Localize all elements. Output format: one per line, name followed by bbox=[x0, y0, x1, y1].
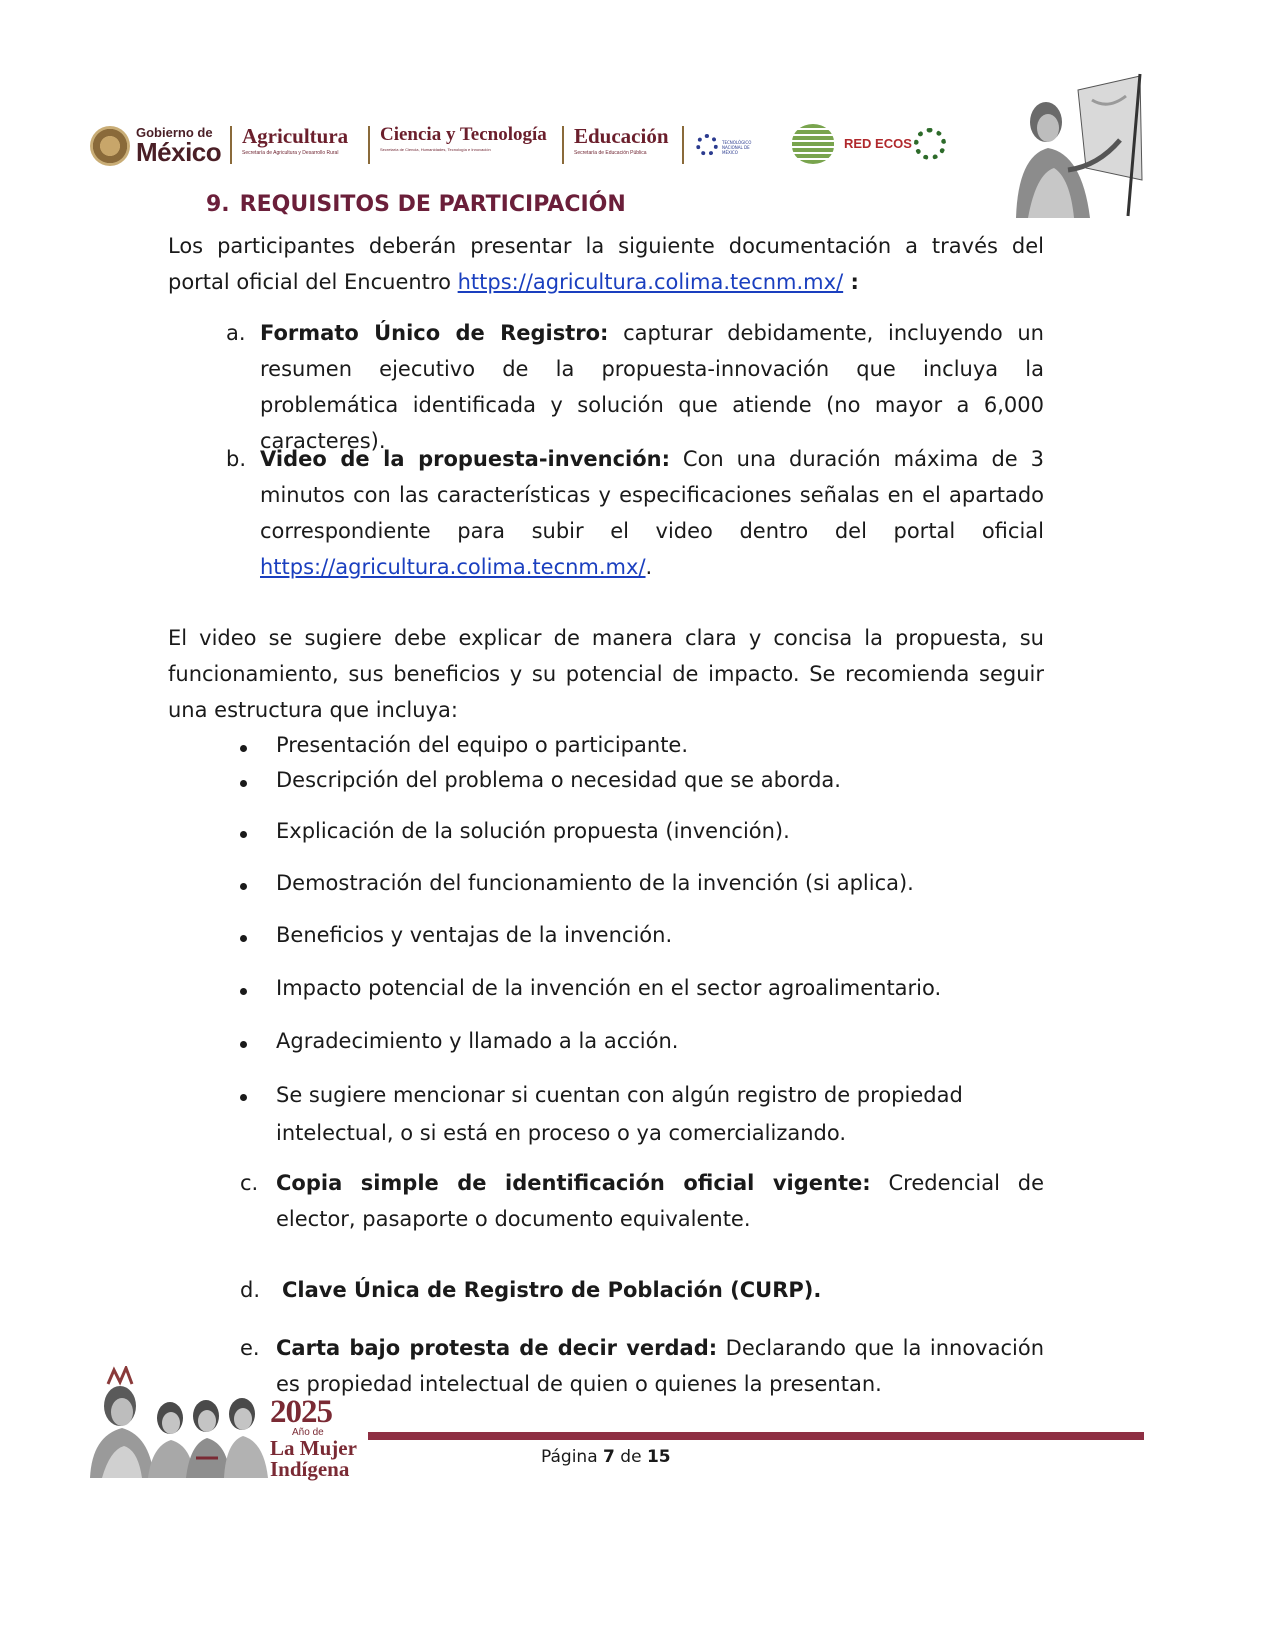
item-heading: Clave Única de Registro de Población (CURP). bbox=[282, 1278, 822, 1302]
requirement-item-a bbox=[226, 315, 1044, 459]
tecnm-logo bbox=[696, 130, 756, 162]
list-item: Se sugiere mencionar si cuentan con algún registro de propiedad intelectual, o si está en proceso o ya comercializando. bbox=[276, 1083, 963, 1145]
year-motto-line-2: Indígena bbox=[270, 1457, 350, 1481]
bullet-icon bbox=[240, 1041, 247, 1048]
bullet-icon bbox=[240, 780, 247, 787]
bullet-icon bbox=[240, 745, 247, 752]
item-text-end: . bbox=[645, 555, 653, 579]
year-of-indigenous-woman-logo bbox=[270, 1396, 370, 1482]
mexico-label: México bbox=[136, 137, 222, 167]
year-subtitle: Año de bbox=[292, 1427, 324, 1438]
logo-divider bbox=[230, 126, 232, 164]
year-label: 2025 bbox=[270, 1394, 332, 1430]
list-item: Explicación de la solución propuesta (invención). bbox=[276, 819, 790, 843]
bullet-icon bbox=[240, 1094, 247, 1101]
item-heading: Copia simple de identificación oficial vigente: bbox=[276, 1171, 871, 1195]
video-paragraph: El video se sugiere debe explicar de manera clara y concisa la propuesta, su funcionamiento, sus beneficios y su potencial de impacto. Se recomienda seguir una estructura que incluya: bbox=[168, 626, 1044, 722]
intro-colon: : bbox=[843, 270, 859, 294]
logo-divider bbox=[682, 126, 684, 164]
list-item: Impacto potencial de la invención en el sector agroalimentario. bbox=[276, 976, 942, 1000]
section-number: 9. bbox=[206, 192, 230, 217]
intro-text: Los participantes deberán presentar la siguiente documentación a través del portal oficial del Encuentro bbox=[168, 234, 1044, 294]
page-current: 7 bbox=[603, 1447, 615, 1467]
page-label: Página bbox=[541, 1447, 598, 1467]
item-marker: e. bbox=[240, 1336, 260, 1360]
ciencia-tecnologia-logo bbox=[380, 124, 547, 152]
org-name: Agricultura bbox=[242, 124, 349, 148]
portal-link[interactable]: https://agricultura.colima.tecnm.mx/ bbox=[260, 555, 646, 579]
footer-rule bbox=[368, 1432, 1144, 1440]
logo-divider bbox=[562, 126, 564, 164]
header-logos bbox=[90, 118, 990, 178]
item-marker: a. bbox=[226, 321, 246, 345]
bullet-icon bbox=[240, 988, 247, 995]
item-text: Credencial de elector, pasaporte o documento equivalente. bbox=[276, 1171, 1044, 1231]
item-heading: Carta bajo protesta de decir verdad: bbox=[276, 1336, 718, 1360]
gobierno-label: Gobierno de bbox=[136, 125, 213, 140]
item-marker: d. bbox=[240, 1278, 261, 1302]
item-body bbox=[260, 441, 1044, 585]
red-ecos-map-icon bbox=[792, 124, 834, 164]
requirement-item-d bbox=[240, 1272, 1044, 1308]
item-body bbox=[260, 315, 1044, 459]
national-seal-icon bbox=[90, 126, 130, 166]
requirement-item-e bbox=[240, 1330, 1044, 1402]
agricultura-logo bbox=[242, 124, 348, 156]
list-item: Presentación del equipo o participante. bbox=[276, 733, 689, 757]
tecnm-gear-icon bbox=[696, 134, 718, 156]
item-heading: Video de la propuesta-invención: bbox=[260, 447, 670, 471]
item-text: Con una duración máxima de 3 minutos con las características y especificaciones señalas en el apartado correspondiente para subir el video dentro del portal oficial bbox=[260, 447, 1044, 543]
list-item: Agradecimiento y llamado a la acción. bbox=[276, 1029, 679, 1053]
item-body bbox=[276, 1330, 1044, 1402]
section-title bbox=[206, 192, 626, 217]
red-ecos-logo bbox=[792, 124, 952, 166]
item-heading: Formato Único de Registro: bbox=[260, 321, 609, 345]
portal-link[interactable]: https://agricultura.colima.tecnm.mx/ bbox=[457, 270, 844, 294]
page-total: 15 bbox=[646, 1447, 671, 1467]
list-item: Beneficios y ventajas de la invención. bbox=[276, 923, 673, 947]
red-ecos-seal-icon bbox=[914, 128, 946, 160]
item-text: capturar debidamente, incluyendo un resumen ejecutivo de la propuesta-innovación que incluya la problemática identificada y solución que atiende (no mayor a 6,000 caracteres). bbox=[260, 321, 1044, 453]
logo-divider bbox=[368, 126, 370, 164]
year-motto-line-1: La Mujer bbox=[270, 1436, 357, 1460]
list-item: Descripción del problema o necesidad que se aborda. bbox=[276, 768, 841, 792]
org-subtitle: Secretaría de Educación Pública bbox=[574, 150, 647, 156]
page-of-label: de bbox=[620, 1447, 642, 1467]
list-item: Demostración del funcionamiento de la invención (si aplica). bbox=[276, 871, 914, 895]
org-subtitle: Secretaría de Agricultura y Desarrollo Rural bbox=[242, 150, 339, 156]
educacion-logo bbox=[574, 124, 669, 156]
intro-paragraph bbox=[168, 228, 1044, 300]
woman-with-flag-illustration bbox=[1008, 70, 1150, 218]
bullet-icon bbox=[240, 883, 247, 890]
org-subtitle: Secretaría de Ciencia, Humanidades, Tecnología e Innovación bbox=[380, 147, 491, 152]
item-marker: c. bbox=[240, 1171, 259, 1195]
bullet-icon bbox=[240, 935, 247, 942]
bullet-icon bbox=[240, 831, 247, 838]
indigenous-women-illustration bbox=[84, 1366, 274, 1478]
requirement-item-c bbox=[240, 1165, 1044, 1237]
item-body bbox=[282, 1272, 1044, 1308]
red-ecos-label: RED ECOS bbox=[844, 136, 912, 151]
org-name: Ciencia y Tecnología bbox=[380, 124, 547, 145]
item-body bbox=[276, 1165, 1044, 1237]
requirement-item-b bbox=[226, 441, 1044, 585]
section-title-text: REQUISITOS DE PARTICIPACIÓN bbox=[239, 192, 626, 217]
page-number bbox=[541, 1447, 671, 1467]
tecnm-label: TECNOLÓGICO NACIONAL DE MÉXICO bbox=[722, 140, 752, 155]
item-text: Declarando que la innovación es propiedad intelectual de quien o quienes la presentan. bbox=[276, 1336, 1044, 1396]
org-name: Educación bbox=[574, 124, 669, 148]
gobierno-mexico-logo bbox=[90, 122, 230, 172]
item-marker: b. bbox=[226, 447, 247, 471]
